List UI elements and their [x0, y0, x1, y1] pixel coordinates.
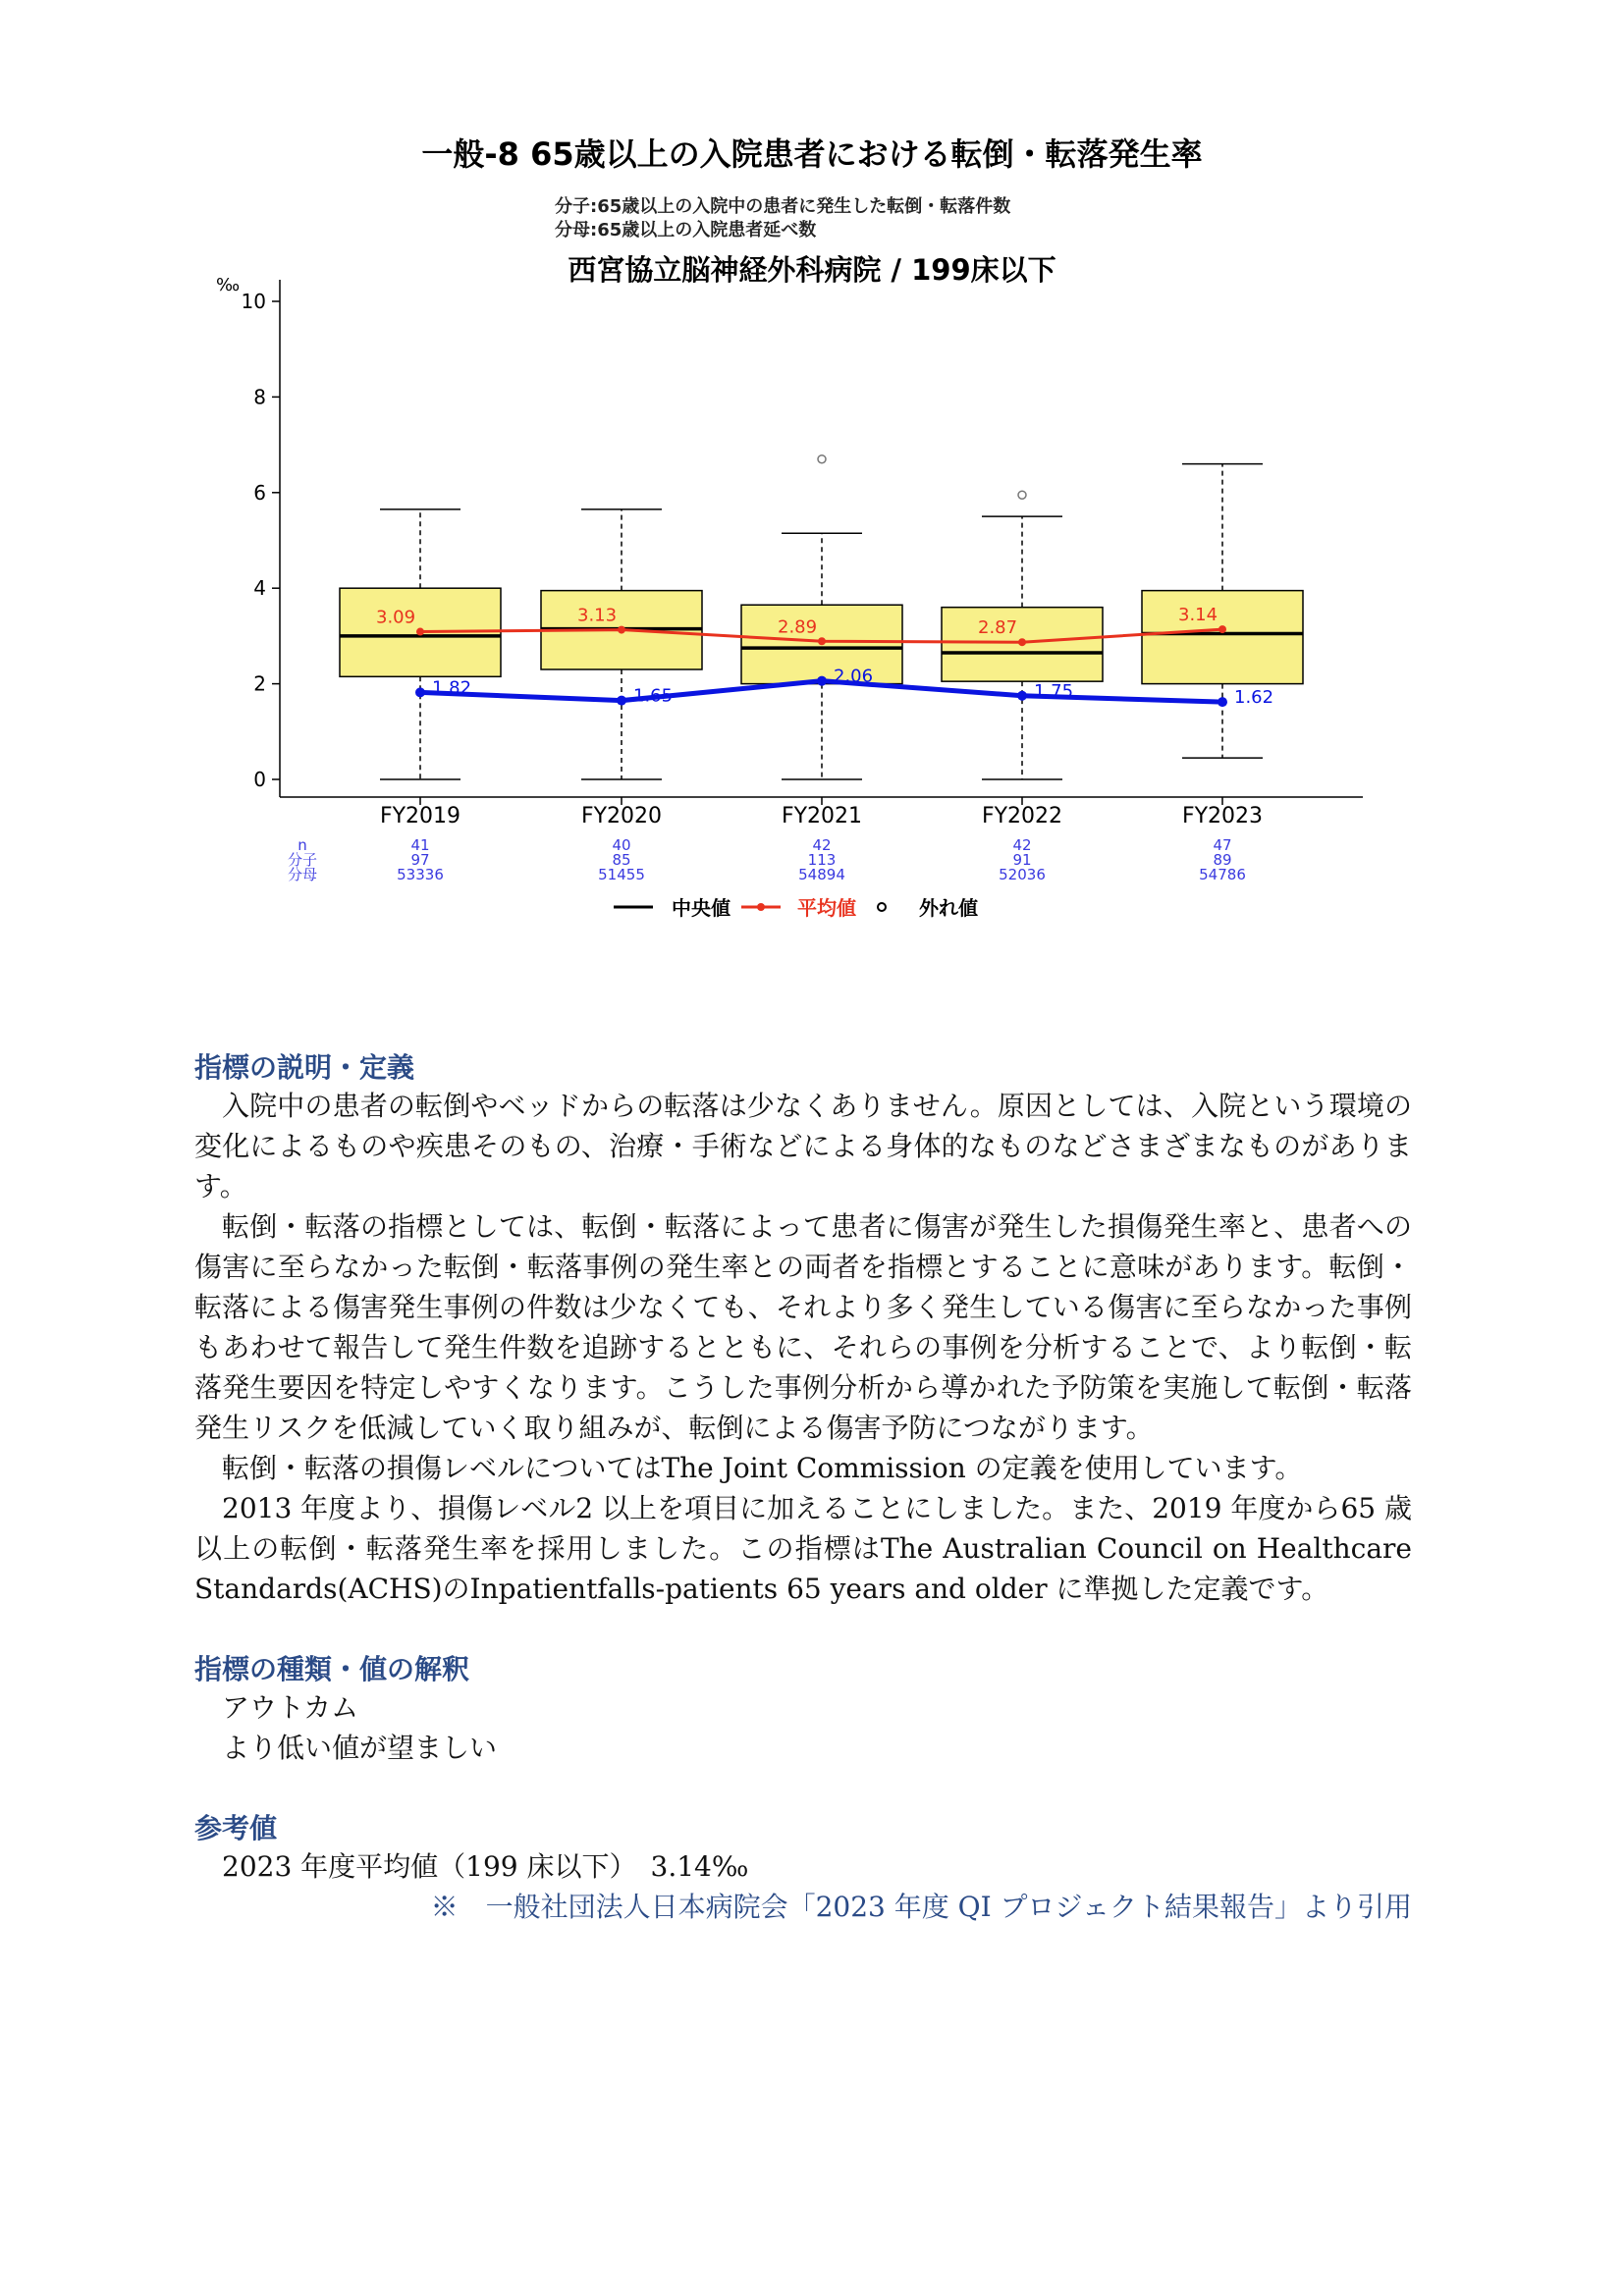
chart-hospital-label: 西宮協立脳神経外科病院 / 199床以下: [568, 253, 1056, 287]
x-tick-label: FY2021: [781, 804, 863, 828]
indicator-type-heading: 指標の種類・値の解釈: [194, 1653, 470, 1685]
mean-value-label: 2.87: [978, 617, 1018, 639]
hospital-rate-label: 2.06: [834, 666, 874, 687]
box-plot-chart: [0, 0, 1624, 942]
definition-paragraph-1: 入院中の患者の転倒やベッドからの転落は少なくありません。原因としては、入院という環境の変化によるものや疾患そのもの、治療・手術などによる身体的なものなどさまざまなものがあります。: [194, 1090, 1412, 1202]
legend-mean-label: 平均値: [797, 896, 856, 920]
table-cell: 91: [1012, 851, 1032, 869]
definition-paragraph-4: 2013 年度より、損傷レベル2 以上を項目に加えることにしました。また、2019 年度から65 歳以上の転倒・転落発生率を採用しました。この指標はThe Australian Council on Healthcare Standards(ACHS)のInpatientfalls-patients 65 years and older に準拠した定義です。: [194, 1492, 1412, 1605]
hospital-rate-label: 1.65: [633, 685, 674, 707]
x-tick-label: FY2022: [981, 804, 1063, 828]
y-tick-label: 8: [253, 385, 266, 409]
chart-subtitle-numerator: 分子:65歳以上の入院中の患者に発生した転倒・転落件数: [555, 196, 1011, 217]
hospital-rate-label: 1.62: [1234, 687, 1274, 709]
table-cell: 85: [612, 851, 631, 869]
reference-source-note: ※ 一般社団法人日本病院会「2023 年度 QI プロジェクト結果報告」より引用: [430, 1891, 1412, 1923]
indicator-type-outcome: アウトカム: [222, 1691, 359, 1724]
indicator-interpretation: より低い値が望ましい: [222, 1732, 498, 1764]
definition-paragraph-3: 転倒・転落の損傷レベルについてはThe Joint Commission の定義を使用しています。: [222, 1452, 1303, 1484]
y-tick-label: 4: [253, 576, 266, 601]
document-body: [194, 1046, 1412, 1927]
table-cell: 97: [410, 851, 430, 869]
definition-paragraph-2: 転倒・転落の指標としては、転倒・転落によって患者に傷害が発生した損傷発生率と、患者への傷害に至らなかった転倒・転落事例の発生率との両者を指標とすることに意味があります。転倒・転落による傷害発生事例の件数は少なくても、それより多く発生している傷害に至らなかった事例もあわせて報告して発生件数を追跡するとともに、それらの事例を分析することで、より転倒・転落発生要因を特定しやすくなります。こうした事例分析から導かれた予防策を実施して転倒・転落発生リスクを低減していく取り組みが、転倒による傷害予防につながります。: [194, 1210, 1412, 1444]
table-cell: 41: [410, 836, 430, 854]
outlier-point: [1018, 491, 1026, 499]
mean-value-label: 3.14: [1178, 605, 1218, 626]
table-row-label: n: [298, 836, 307, 854]
table-row-label: 分子: [287, 851, 318, 869]
table-cell: 42: [1012, 836, 1032, 854]
table-cell: 52036: [999, 866, 1046, 883]
table-cell: 54894: [798, 866, 845, 883]
table-cell: 42: [812, 836, 832, 854]
legend-outlier-swatch: [878, 903, 886, 911]
y-tick-label: 10: [241, 290, 266, 313]
table-cell: 53336: [397, 866, 444, 883]
x-tick-label: FY2023: [1181, 804, 1264, 828]
mean-value-label: 2.89: [778, 616, 818, 638]
x-tick-label: FY2019: [379, 804, 461, 828]
hospital-rate-point: [415, 687, 425, 697]
mean-value-label: 3.09: [376, 607, 416, 628]
table-cell: 113: [807, 851, 837, 869]
chart-title: 一般-8 65歳以上の入院患者における転倒・転落発生率: [421, 135, 1203, 173]
mean-point: [818, 637, 826, 645]
legend-median-label: 中央値: [672, 896, 731, 920]
chart-subtitle-denominator: 分母:65歳以上の入院患者延べ数: [555, 220, 817, 240]
hospital-rate-point: [817, 676, 827, 686]
table-cell: 54786: [1199, 866, 1246, 883]
reference-value: 2023 年度平均値（199 床以下） 3.14‰: [222, 1850, 749, 1883]
hospital-rate-label: 1.75: [1034, 680, 1074, 702]
definition-heading: 指標の説明・定義: [194, 1051, 415, 1084]
reference-heading: 参考値: [194, 1812, 278, 1844]
mean-point: [1018, 638, 1026, 646]
hospital-rate-point: [617, 696, 626, 706]
table-row-label: 分母: [287, 866, 318, 883]
y-tick-label: 2: [253, 671, 266, 696]
hospital-rate-point: [1218, 697, 1227, 707]
mean-point: [618, 626, 625, 634]
hospital-rate-point: [1017, 691, 1027, 701]
iqr-box: [1142, 591, 1303, 684]
table-cell: 47: [1213, 836, 1232, 854]
mean-point: [416, 628, 424, 636]
outlier-point: [818, 455, 826, 463]
y-tick-label: 6: [253, 480, 266, 505]
x-tick-label: FY2020: [580, 804, 663, 828]
table-cell: 40: [612, 836, 631, 854]
hospital-rate-label: 1.82: [432, 677, 472, 699]
y-tick-label: 0: [253, 768, 266, 791]
table-cell: 51455: [598, 866, 645, 883]
mean-point: [1218, 625, 1226, 633]
y-axis-unit-label: ‰: [216, 275, 241, 295]
legend-mean-dot: [757, 903, 765, 911]
table-cell: 89: [1213, 851, 1232, 869]
legend-outlier-label: 外れ値: [919, 896, 978, 920]
mean-value-label: 3.13: [577, 605, 618, 626]
